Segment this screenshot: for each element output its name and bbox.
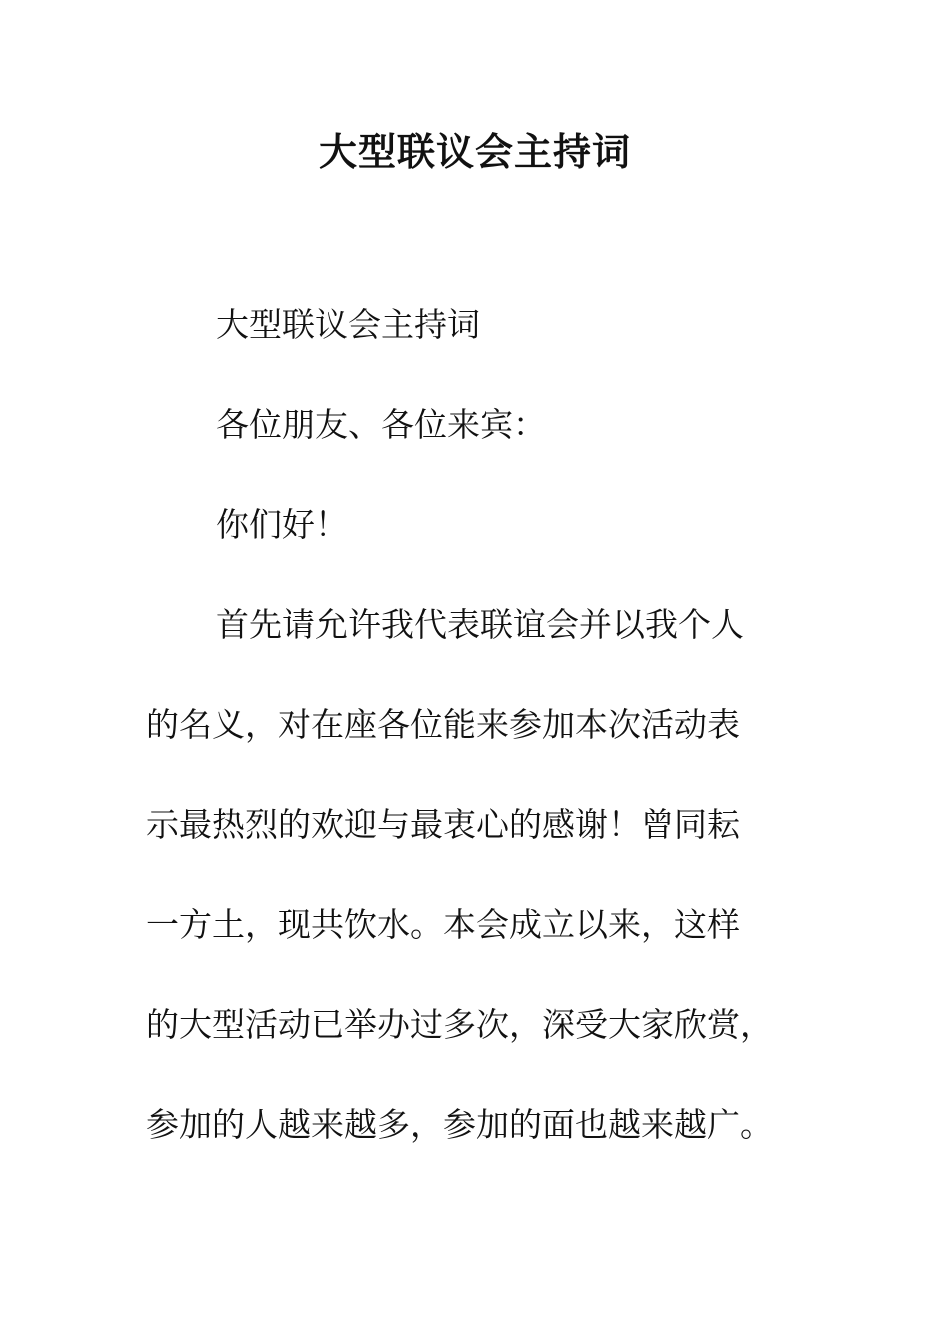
document-title: 大型联议会主持词 bbox=[318, 129, 631, 174]
body-line: 一方土，现共饮水。本会成立以来，这样 bbox=[146, 905, 740, 944]
body-line: 参加的人越来越多，参加的面也越来越广。 bbox=[146, 1105, 773, 1144]
body-line: 首先请允许我代表联谊会并以我个人 bbox=[216, 605, 744, 644]
body-line: 的名义，对在座各位能来参加本次活动表 bbox=[146, 705, 740, 744]
paragraph-heading: 大型联议会主持词 bbox=[216, 305, 480, 344]
body-line: 的大型活动已举办过多次，深受大家欣赏， bbox=[146, 1005, 773, 1044]
paragraph-hello: 你们好！ bbox=[216, 505, 348, 544]
body-line: 示最热烈的欢迎与最衷心的感谢！曾同耘 bbox=[146, 805, 740, 844]
paragraph-greeting: 各位朋友、各位来宾： bbox=[216, 405, 546, 444]
